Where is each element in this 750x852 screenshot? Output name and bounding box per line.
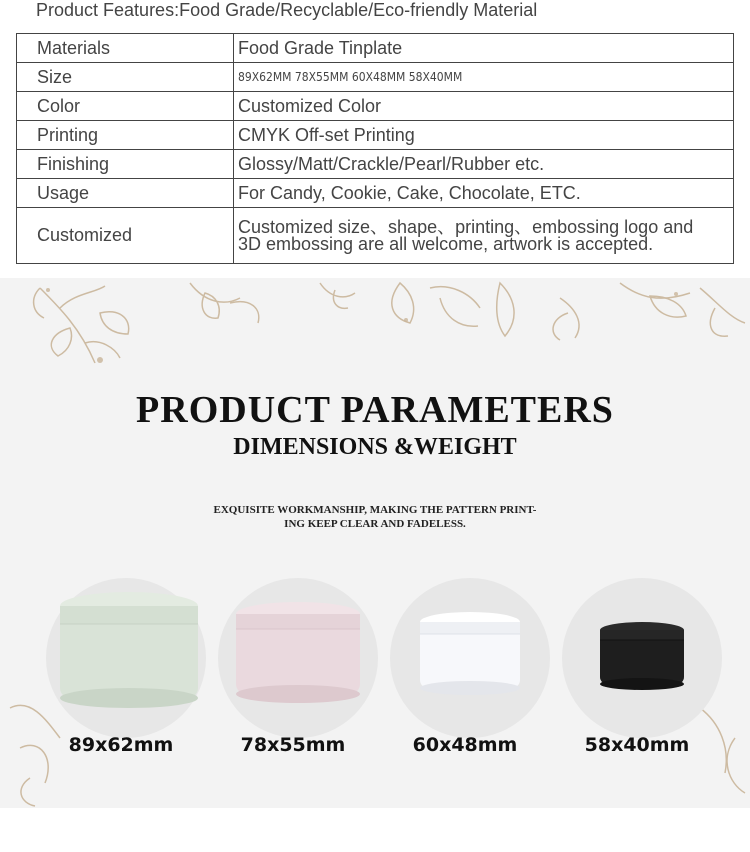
page-title: PRODUCT PARAMETERS — [136, 389, 614, 431]
features-line: Product Features:Food Grade/Recyclable/Eco-friendly Material — [36, 0, 538, 20]
spec-label: Printing — [17, 121, 234, 150]
table-row — [17, 208, 734, 264]
tagline-line: EXQUISITE WORKMANSHIP, MAKING THE PATTERN PRINT- — [213, 504, 537, 516]
tagline-line: ING KEEP CLEAR AND FADELESS. — [284, 518, 466, 530]
spec-value — [234, 208, 734, 264]
spec-label: Materials — [17, 34, 234, 63]
spec-label: Color — [17, 92, 234, 121]
spec-value: Customized Color — [234, 92, 734, 121]
product-dimension-label: 58x40mm — [584, 734, 690, 756]
spec-table — [16, 33, 734, 264]
product-dimension-label: 60x48mm — [412, 734, 518, 756]
spec-value: Food Grade Tinplate — [234, 34, 734, 63]
spec-label: Usage — [17, 179, 234, 208]
table-row — [17, 63, 734, 92]
product-card — [218, 578, 378, 738]
page-subtitle: DIMENSIONS &WEIGHT — [233, 434, 517, 460]
spec-label: Customized — [17, 208, 234, 264]
spec-value: CMYK Off-set Printing — [234, 121, 734, 150]
table-row — [17, 150, 734, 179]
spec-value-line: Customized size、shape、printing、embossing logo and — [238, 216, 694, 237]
spec-value: Glossy/Matt/Crackle/Pearl/Rubber etc. — [234, 150, 734, 179]
table-row — [17, 92, 734, 121]
table-row — [17, 121, 734, 150]
table-row — [17, 34, 734, 63]
table-row — [17, 179, 734, 208]
tin-image — [232, 596, 364, 706]
product-parameters-banner — [0, 278, 750, 808]
tin-image — [596, 618, 688, 692]
product-dimension-label: 89x62mm — [68, 734, 174, 756]
spec-value: For Candy, Cookie, Cake, Chocolate, ETC. — [234, 179, 734, 208]
spec-value-line: 3D embossing are all welcome, artwork is accepted. — [238, 233, 654, 254]
tin-image — [416, 608, 524, 698]
product-card — [46, 578, 206, 738]
spec-value: 89X62MM 78X55MM 60X48MM 58X40MM — [234, 63, 734, 92]
spec-label: Size — [17, 63, 234, 92]
product-dimension-label: 78x55mm — [240, 734, 346, 756]
product-card — [390, 578, 550, 738]
tin-image — [54, 586, 204, 711]
product-card — [562, 578, 722, 738]
spec-label: Finishing — [17, 150, 234, 179]
